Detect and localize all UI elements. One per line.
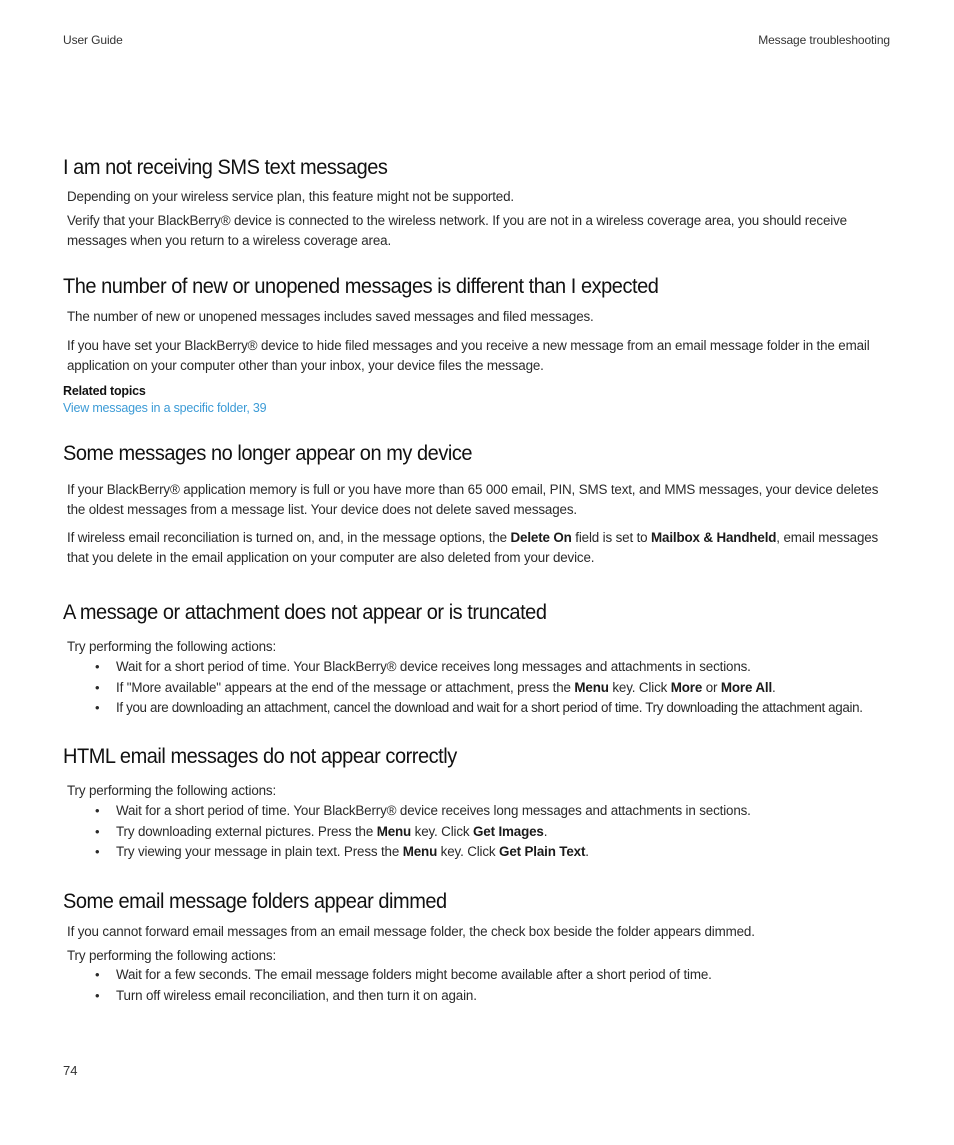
text-run: Wait for a few seconds. The email message folders might become available after a short period of time. [116, 967, 712, 982]
action-list [92, 801, 892, 863]
paragraph: Verify that your BlackBerry® device is connected to the wireless network. If you are not in a wireless coverage area, you should receive messages when you return to a wireless coverage area. [67, 213, 847, 248]
bullet-icon: • [95, 987, 100, 1003]
text-run: or [702, 679, 721, 695]
text-run: , email messages that you delete in the email application on your computer are also deleted from your device. [67, 530, 879, 565]
bullet-icon: • [95, 803, 100, 818]
text-run: Try viewing your message in plain text. Press the [116, 844, 403, 860]
ui-term: Menu [376, 823, 412, 839]
paragraph: The number of new or unopened messages includes saved messages and filed messages. [67, 309, 594, 324]
text-run: . [543, 823, 548, 839]
heading-sms-not-received: I am not receiving SMS text messages [63, 155, 388, 179]
list-item [92, 965, 892, 986]
ui-term: Get Images [473, 823, 544, 839]
list-item [92, 698, 892, 719]
text-run: key. Click [437, 844, 500, 860]
paragraph: If you have set your BlackBerry® device to hide filed messages and you receive a new message from an email message folder in the email application on your computer other than your inbox, your device files the message. [67, 338, 870, 373]
heading-html-email: HTML email messages do not appear correctly [63, 744, 457, 768]
page-number: 74 [63, 1063, 78, 1078]
ui-term: Mailbox & Handheld [651, 530, 777, 545]
bullet-icon: • [95, 844, 100, 860]
heading-messages-disappear: Some messages no longer appear on my device [63, 441, 473, 465]
bullet-icon: • [95, 823, 100, 839]
action-list [92, 657, 892, 719]
text-run: Try downloading external pictures. Press the [116, 823, 377, 839]
bullet-icon: • [95, 967, 100, 982]
ui-term: More All [720, 679, 773, 695]
text-run: . [585, 844, 589, 860]
related-topic-link[interactable]: View messages in a specific folder, 39 [63, 401, 267, 415]
text-run: Wait for a short period of time. Your BlackBerry® device receives long messages and attachments in sections. [116, 659, 751, 674]
header-section-title: Message troubleshooting [758, 33, 890, 47]
bullet-icon: • [95, 700, 100, 716]
ui-term: Menu [402, 844, 438, 860]
paragraph: If your BlackBerry® application memory is full or you have more than 65 000 email, PIN, SMS text, and MMS messages, your device deletes the oldest messages from a message list. Your device does not delete saved messages. [67, 482, 879, 517]
heading-truncated-message: A message or attachment does not appear or is truncated [63, 600, 547, 624]
ui-term: Get Plain Text [499, 844, 586, 860]
heading-message-count: The number of new or unopened messages is different than I expected [63, 274, 659, 298]
related-topics-heading: Related topics [63, 384, 146, 398]
heading-dimmed-folders: Some email message folders appear dimmed [63, 889, 447, 913]
action-list [92, 965, 892, 1006]
list-item [92, 801, 892, 822]
paragraph: Depending on your wireless service plan, this feature might not be supported. [67, 189, 514, 204]
list-item [92, 822, 892, 843]
list-item [92, 678, 892, 699]
header-doc-title: User Guide [63, 33, 123, 47]
paragraph [67, 528, 891, 567]
text-run: field is set to [571, 530, 652, 545]
bullet-icon: • [95, 659, 100, 674]
text-run: key. Click [608, 679, 671, 695]
text-run: key. Click [411, 823, 474, 839]
list-item [92, 842, 892, 863]
bullet-icon: • [95, 679, 100, 695]
paragraph: Try performing the following actions: [67, 783, 277, 798]
paragraph: If you cannot forward email messages from an email message folder, the check box beside the folder appears dimmed. [67, 924, 755, 939]
paragraph: Try performing the following actions: [67, 948, 277, 963]
text-run: Wait for a short period of time. Your BlackBerry® device receives long messages and attachments in sections. [116, 803, 751, 818]
ui-term: Delete On [510, 530, 572, 545]
text-run: If "More available" appears at the end of the message or attachment, press the [116, 679, 575, 695]
text-run: If you are downloading an attachment, cancel the download and wait for a short period of time. Try downloading the attachment again. [116, 700, 863, 716]
paragraph: Try performing the following actions: [67, 639, 277, 654]
ui-term: More [670, 679, 703, 695]
list-item [92, 986, 892, 1007]
list-item [92, 657, 892, 678]
text-run: Turn off wireless email reconciliation, and then turn it on again. [116, 987, 477, 1003]
text-run: . [772, 679, 776, 695]
ui-term: Menu [574, 679, 609, 695]
text-run: If wireless email reconciliation is turned on, and, in the message options, the [67, 530, 511, 545]
